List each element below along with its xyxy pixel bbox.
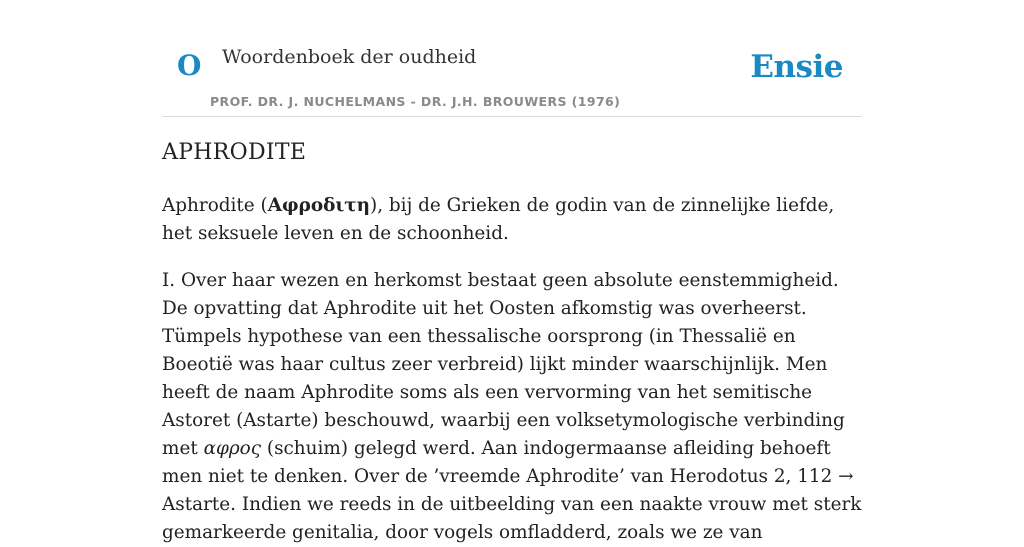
entry-title: APHRODITE — [162, 140, 307, 165]
paragraph-1-text-end: ), bij de Grieken de godin van de zinnelijke liefde, het seksuele leven en de schoonheid. — [162, 195, 835, 244]
greek-word: αφρος — [203, 438, 262, 459]
page-container — [162, 0, 862, 543]
greek-term: Αφροδιτη — [267, 195, 371, 216]
book-authors: PROF. DR. J. NUCHELMANS - DR. J.H. BROUWERS (1976) — [210, 94, 621, 109]
paragraph-1-text-start: Aphrodite ( — [162, 195, 268, 216]
entry-paragraph-2 — [162, 267, 862, 547]
index-letter-link[interactable]: O — [177, 49, 202, 82]
paragraph-2-text-start: I. Over haar wezen en herkomst bestaat geen absolute eenstemmigheid. De opvatting dat Aphrodite uit het Oosten afkomstig was overheerst. Tümpels hypothese van een thessalische oorsprong (in Thessalië en Boeotië was haar cultus zeer verbreid) lijkt minder waarschijnlijk. Men heeft de naam Aphrodite soms als een vervorming van het semitische Astoret (Astarte) beschouwd, waarbij een volksetymologische verbinding met — [162, 270, 845, 459]
book-title-link[interactable]: Woordenboek der oudheid — [222, 46, 477, 68]
ensie-logo-link[interactable]: Ensie — [750, 49, 843, 85]
paragraph-2-text-end: (schuim) gelegd werd. Aan indogermaanse afleiding behoeft men niet te denken. Over de ’vreemde Aphrodite’ van Herodotus 2, 112 → Astarte. Indien we reeds in de uitbeelding van een naakte vrouw met sterk gemarkeerde genitalia, door vogels omfladderd, zoals we ze van — [162, 438, 862, 543]
header — [162, 0, 862, 117]
entry-paragraph-1 — [162, 192, 862, 248]
